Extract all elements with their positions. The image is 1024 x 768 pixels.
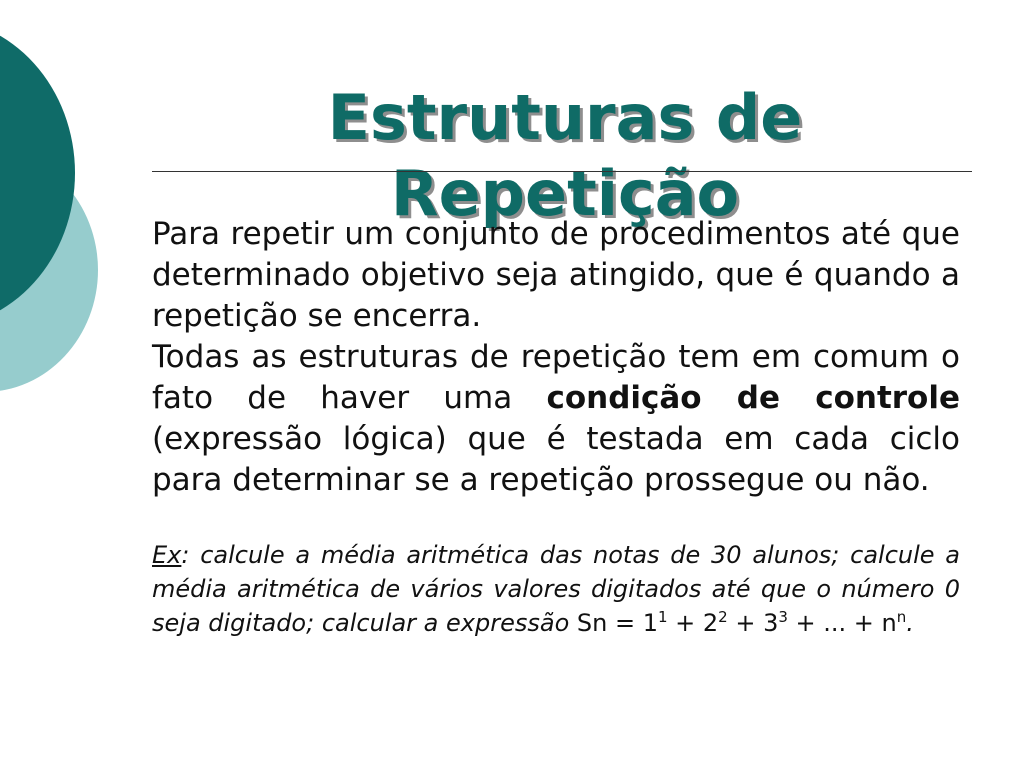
formula-exponent-2: 2: [718, 608, 728, 626]
example-text: : calcule a média aritmética das notas de 30 alunos; calcule a média aritmética de vários valores digitados até que o número 0 seja digitado; calcular a expressão: [152, 541, 960, 637]
control-condition-term: condição de controle: [546, 380, 960, 416]
paragraph-control: [152, 337, 960, 501]
title-divider: [152, 171, 972, 172]
example-end: .: [906, 609, 914, 637]
slide-title: Estruturas de Repetição: [327, 81, 803, 230]
paragraph-intro: Para repetir um conjunto de procedimentos até que determinado objetivo seja atingido, que é quando a repetição se encerra.: [152, 216, 960, 334]
formula-term-3: + 3: [727, 609, 779, 637]
formula-lhs: Sn = 1: [576, 609, 658, 637]
example-paragraph: [152, 538, 960, 640]
formula: [577, 609, 906, 637]
paragraph-control-tail: (expressão lógica) que é testada em cada ciclo para determinar se a repetição prossegue ou não.: [152, 421, 960, 498]
formula-exponent-1: 1: [657, 608, 668, 626]
slide-body: [152, 214, 960, 640]
example-label: Ex: [152, 541, 182, 569]
formula-term-n: + ... + n: [787, 609, 897, 637]
formula-exponent-3: 3: [778, 608, 788, 626]
paragraph-control-lead: Todas as estruturas de repetição tem em comum o fato de haver uma: [152, 339, 960, 416]
formula-term-2: + 2: [667, 609, 719, 637]
formula-exponent-n: n: [896, 608, 907, 626]
